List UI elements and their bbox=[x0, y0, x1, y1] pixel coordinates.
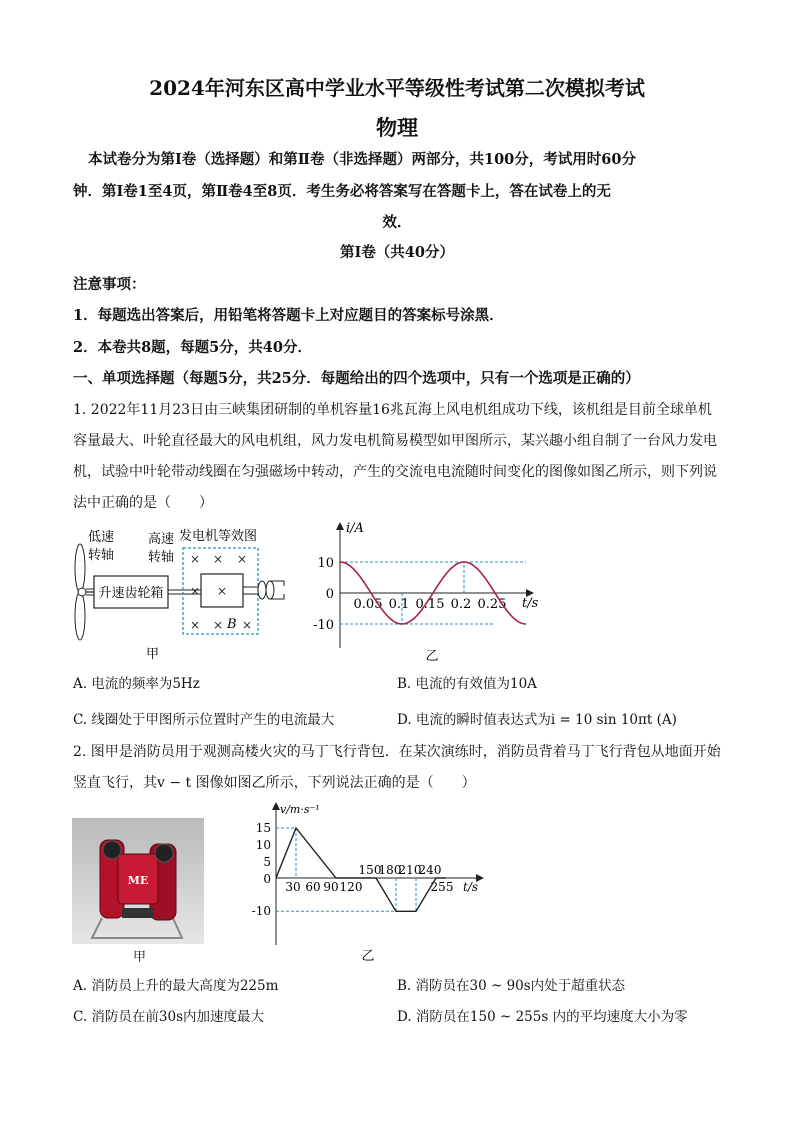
low-speed-label-2: 转轴 bbox=[88, 548, 115, 563]
subject-title: 物理 bbox=[376, 115, 418, 140]
q2-y-tick: 0 bbox=[263, 872, 271, 886]
q2-y-tick: 5 bbox=[263, 855, 271, 869]
q2-x-tick: 30 bbox=[285, 880, 301, 894]
q1-y-label: i/A bbox=[346, 521, 364, 536]
q1-option-b[interactable]: B. 电流的有效值为10A bbox=[397, 676, 537, 692]
field-cross: × bbox=[217, 584, 228, 598]
q2-vt-graph bbox=[250, 800, 490, 966]
intro-line-1: 本试卷分为第Ⅰ卷（选择题）和第Ⅱ卷（非选择题）两部分，共100分，考试用时60分 bbox=[88, 151, 636, 168]
q1-figure-jia bbox=[66, 524, 306, 666]
high-speed-label-1: 高速 bbox=[148, 532, 175, 547]
q2-y-label: v/m·s⁻¹ bbox=[280, 803, 320, 816]
q1-y-tick: 10 bbox=[317, 556, 334, 571]
q1-figure-yi bbox=[313, 518, 540, 666]
field-cross: × bbox=[242, 618, 253, 632]
q1-option-d[interactable]: D. 电流的瞬时值表达式为i = 10 sin 10πt (A) bbox=[397, 712, 677, 728]
generator-label: 发电机等效图 bbox=[179, 529, 258, 544]
photo-jia-caption: 甲 bbox=[133, 950, 147, 965]
notes-item-2: 2．本卷共8题，每题5分，共40分． bbox=[73, 339, 312, 356]
q2-option-b[interactable]: B. 消防员在30 ~ 90s内处于超重状态 bbox=[397, 978, 626, 994]
field-cross: × bbox=[190, 552, 201, 566]
q1-option-c[interactable]: C. 线圈处于甲图所示位置时产生的电流最大 bbox=[73, 712, 335, 728]
intro-line-3: 效． bbox=[382, 214, 412, 231]
q1-y-tick: -10 bbox=[313, 618, 334, 633]
jetpack-logo: ME bbox=[127, 874, 149, 887]
q2-x-label: t/s bbox=[463, 880, 479, 894]
turbine-blade-bottom bbox=[75, 592, 85, 640]
turbine-blade-top bbox=[75, 544, 85, 592]
q2-graph-caption: 乙 bbox=[361, 949, 375, 964]
q2-x-tick: 90 bbox=[323, 880, 339, 894]
q2-x-tick: 60 bbox=[305, 880, 321, 894]
q2-x-tick-top: 210 bbox=[398, 863, 422, 877]
notes-item-1: 1．每题选出答案后，用铅笔将答题卡上对应题目的答案标号涂黑． bbox=[73, 307, 504, 324]
q1-line-2: 容量最大、叶轮直径最大的风电机组，风力发电机简易模型如甲图所示，某兴趣小组自制了一台风力发电 bbox=[73, 433, 717, 449]
q1-option-a[interactable]: A. 电流的频率为5Hz bbox=[73, 676, 200, 692]
q2-option-c[interactable]: C. 消防员在前30s内加速度最大 bbox=[73, 1009, 265, 1025]
notes-heading: 注意事项： bbox=[73, 276, 146, 293]
q2-line-1: 2. 图甲是消防员用于观测高楼火灾的马丁飞行背包．在某次演练时，消防员背着马丁飞行背包从地面开始 bbox=[73, 744, 721, 760]
q2-option-a[interactable]: A. 消防员上升的最大高度为225m bbox=[73, 978, 279, 994]
field-cross: × bbox=[190, 618, 201, 632]
high-speed-label-2: 转轴 bbox=[148, 550, 175, 565]
q2-x-tick-top: 240 bbox=[418, 863, 442, 877]
q2-y-tick: 15 bbox=[255, 821, 271, 835]
gearbox-label: 升速齿轮箱 bbox=[98, 586, 164, 601]
slip-ring bbox=[266, 581, 274, 599]
q2-option-d[interactable]: D. 消防员在150 ~ 255s 内的平均速度大小为零 bbox=[397, 1009, 688, 1025]
field-cross: × bbox=[190, 584, 201, 598]
q1-x-tick: 0.2 bbox=[450, 597, 472, 612]
q2-x-tick: 120 bbox=[339, 880, 363, 894]
q1-x-tick: 0.15 bbox=[415, 597, 445, 612]
q2-y-tick: 10 bbox=[255, 838, 271, 852]
exam-title: 2024年河东区高中学业水平等级性考试第二次模拟考试 bbox=[149, 76, 645, 100]
jetpack-photo bbox=[72, 818, 204, 944]
low-speed-label-1: 低速 bbox=[88, 530, 115, 545]
q1-line-1: 1. 2022年11月23日由三峡集团研制的单机容量16兆瓦海上风电机组成功下线，该机组是目前全球单机 bbox=[73, 402, 712, 418]
section1-heading: 一、单项选择题（每题5分，共25分．每题给出的四个选项中，只有一个选项是正确的） bbox=[73, 370, 640, 387]
q1-line-4: 法中正确的是（ ） bbox=[73, 495, 213, 511]
q2-x-tick-top: 150 bbox=[358, 863, 382, 877]
q2-x-tick: 255 bbox=[430, 880, 454, 894]
figure-yi-caption: 乙 bbox=[425, 649, 439, 664]
q1-line-3: 机，试验中叶轮带动线圈在匀强磁场中转动，产生的交流电电流随时间变化的图像如图乙所示，则下列说 bbox=[73, 464, 717, 480]
q1-x-tick: 0.1 bbox=[388, 597, 410, 612]
q2-x-tick-top: 180 bbox=[378, 863, 402, 877]
part1-heading: 第Ⅰ卷（共40分） bbox=[340, 244, 454, 261]
figure-jia-caption: 甲 bbox=[146, 647, 160, 662]
intro-line-2: 钟．第Ⅰ卷1至4页，第Ⅱ卷4至8页．考生务必将答案写在答题卡上，答在试卷上的无 bbox=[73, 183, 611, 200]
slip-ring bbox=[258, 581, 266, 599]
q1-y-tick: 0 bbox=[325, 587, 334, 602]
q1-x-tick: 0.25 bbox=[477, 597, 507, 612]
turbine-hub bbox=[78, 588, 86, 596]
q1-x-label: t/s bbox=[522, 596, 539, 611]
q2-y-tick: -10 bbox=[251, 904, 271, 918]
field-cross: × bbox=[213, 618, 224, 632]
field-cross: × bbox=[237, 552, 248, 566]
field-b-label: B bbox=[227, 617, 237, 632]
q1-x-tick: 0.05 bbox=[353, 597, 383, 612]
q2-line-2: 竖直飞行，其v − t 图像如图乙所示，下列说法正确的是（ ） bbox=[73, 775, 476, 791]
field-cross: × bbox=[213, 552, 224, 566]
